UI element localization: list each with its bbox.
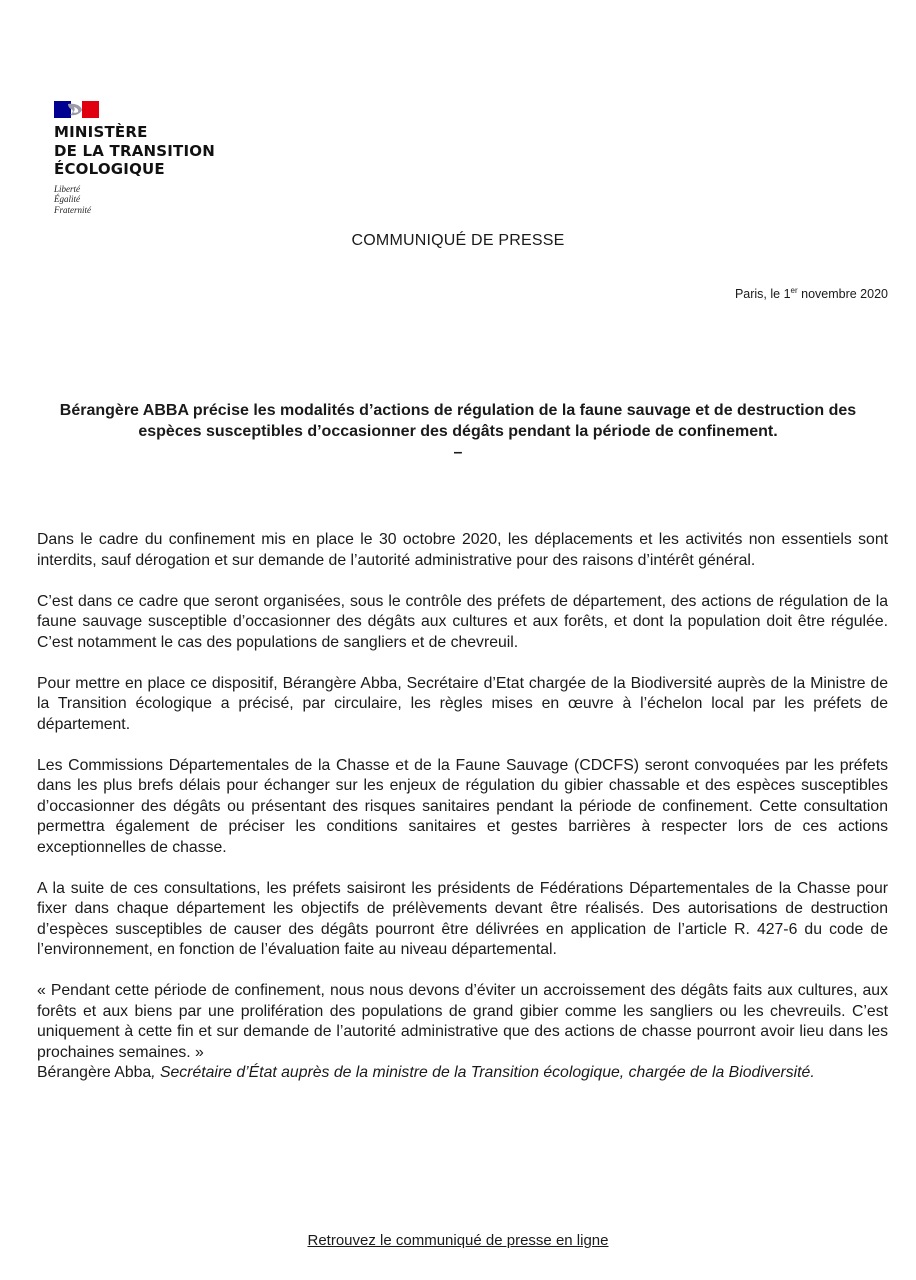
ministry-line: ÉCOLOGIQUE [54,160,165,178]
quote-attribution-title: , Secrétaire d’État auprès de la ministre de la Transition écologique, chargée de la Biodiversité. [151,1064,815,1081]
online-press-release-link[interactable]: Retrouvez le communiqué de presse en ligne [307,1232,609,1249]
quote-block [37,981,888,1084]
ministry-line: MINISTÈRE [54,123,148,141]
quote-text: « Pendant cette période de confinement, nous nous devons d’éviter un accroissement des dégâts faits aux cultures, aux forêts et aux biens par une prolifération des populations de grand gibier comme les sangliers ou les chevreuils. C’est uniquement à cette fin et sur demande de l’autorité administrative que des actions de chasse pourront avoir lieu dans les prochaines semaines. » [37,982,888,1061]
quote-attribution-name: Bérangère Abba [37,1064,152,1081]
body-paragraph: C’est dans ce cadre que seront organisées, sous le contrôle des préfets de département, des actions de régulation de la faune sauvage susceptible d’occasionner des dégâts aux cultures et aux forêts, et dont la population doit être régulée. C’est notamment le cas des populations de sangliers et de chevreuil. [37,592,888,651]
dateline-ordinal: er [790,286,798,295]
press-release-headline [48,400,868,463]
dateline-prefix: Paris, le 1 [734,287,791,302]
marianne-flag-icon [54,101,99,118]
headline-text: Bérangère ABBA précise les modalités d’actions de régulation de la faune sauvage et de destruction des espèces susceptibles d’occasionner des dégâts pendant la période de confinement. [59,402,857,440]
motto-line: Fraternité [54,204,91,215]
body-paragraph: Pour mettre en place ce dispositif, Bérangère Abba, Secrétaire d’Etat chargée de la Biodiversité auprès de la Ministre de la Transition écologique a précisé, par circulaire, les règles mises en œuvre à l’échelon local par les préfets de département. [37,674,888,733]
headline-dash: – [453,444,463,461]
ministry-name [54,123,215,179]
body-paragraph: Les Commissions Départementales de la Chasse et de la Faune Sauvage (CDCFS) seront convoquées par les préfets dans les plus brefs délais pour échanger sur les enjeux de régulation du gibier chassable et des espèces susceptibles d’occasionner des dégâts ou présentant des risques sanitaires pendant la période de confinement. Cette consultation permettra également de préciser les conditions sanitaires et gestes barrières à respecter lors de ces actions exceptionnelles de chasse. [37,756,888,856]
ministry-line: DE LA TRANSITION [54,141,215,160]
press-release-body [37,530,888,1084]
motto-line: Liberté [54,183,80,194]
body-paragraph: A la suite de ces consultations, les préfets saisiront les présidents de Fédérations Départementales de la Chasse pour fixer dans chaque département les objectifs de prélèvements devant être réalisés. Des autorisations de destruction d’espèces susceptibles de causer des dégâts pourront être délivrées en application de l’article R. 427-6 du code de l’environnement, en fonction de l’évaluation faite au niveau départemental. [37,879,888,958]
motto-line: Égalité [54,194,80,204]
dateline-suffix: novembre 2020 [797,287,888,302]
dateline [735,286,888,301]
body-paragraph: Dans le cadre du confinement mis en place le 30 octobre 2020, les déplacements et les activités non essentiels sont interdits, sauf dérogation et sur demande de l’autorité administrative pour des raisons d’intérêt général. [37,531,888,569]
republic-motto [54,184,215,216]
footer-link-container [0,1232,916,1249]
document-type: COMMUNIQUÉ DE PRESSE [351,232,565,249]
ministry-logo [54,101,215,215]
